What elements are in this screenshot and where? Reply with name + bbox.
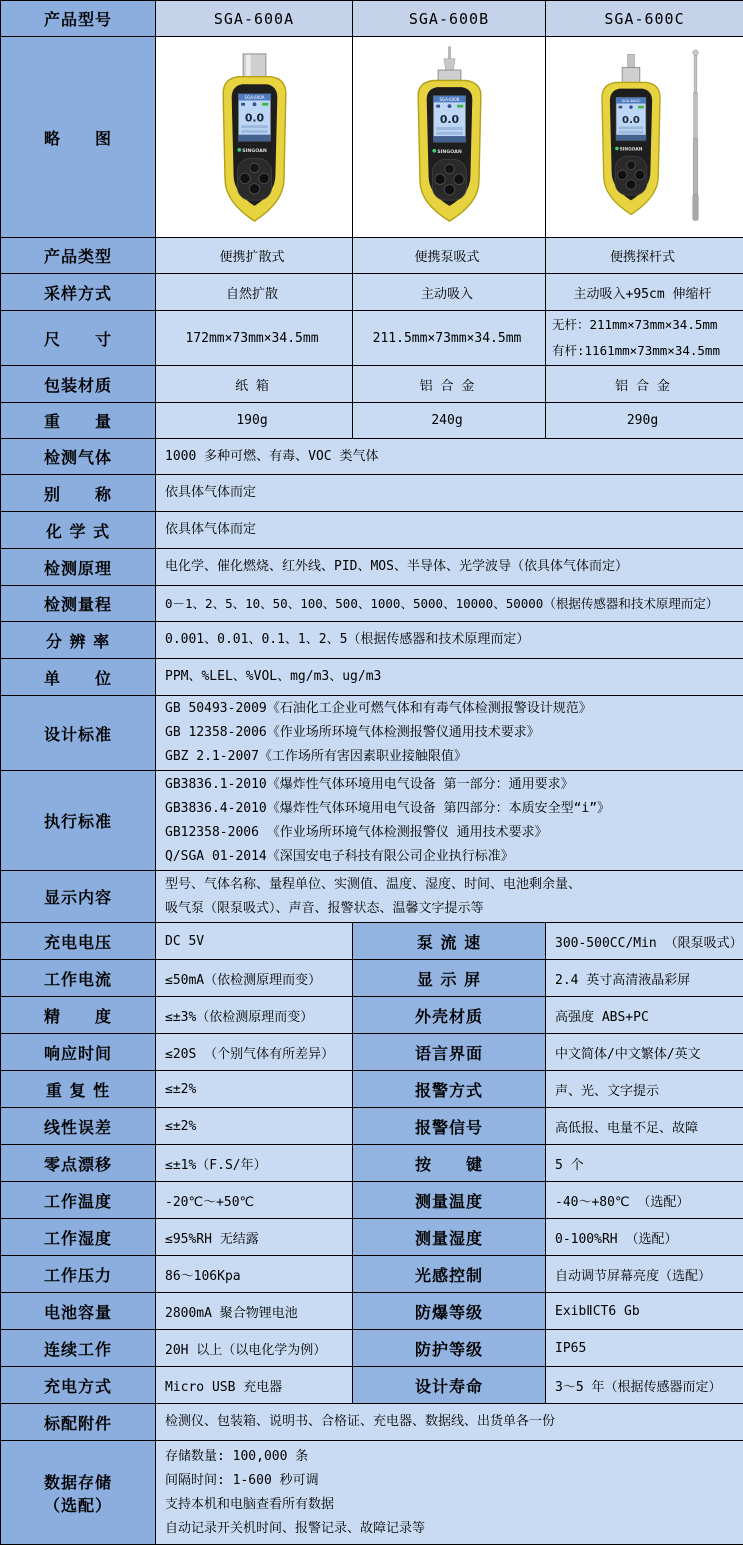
row-label: 测量温度 bbox=[353, 1182, 546, 1219]
row-label: 光感控制 bbox=[353, 1256, 546, 1293]
row-label: 检测量程 bbox=[1, 586, 156, 622]
table-row-product-type bbox=[1, 238, 743, 274]
table-row-range bbox=[1, 586, 743, 622]
row-label: 泵 流 速 bbox=[353, 923, 546, 960]
value-line: 0－1、2、5、10、50、100、500、1000、5000、10000、50000（根据传感器和技术原理而定） bbox=[165, 592, 737, 616]
table-row-spec-pair bbox=[1, 1256, 743, 1293]
cell-value: 声、光、文字提示 bbox=[546, 1071, 743, 1108]
value-line: 0.001、0.01、0.1、1、2、5（根据传感器和技术原理而定） bbox=[165, 628, 737, 652]
telescopic-rod-icon bbox=[689, 48, 702, 226]
row-label: 单 位 bbox=[1, 659, 156, 696]
row-label bbox=[1, 1441, 156, 1545]
row-label: 测量湿度 bbox=[353, 1219, 546, 1256]
cell-value: 300-500CC/Min （限泵吸式） bbox=[546, 923, 743, 960]
pump-probe-icon bbox=[438, 46, 461, 80]
sketch-cell-c bbox=[546, 37, 743, 238]
model-name-c: SGA-600C bbox=[546, 1, 743, 37]
table-row-weight bbox=[1, 403, 743, 439]
cell-value: 便携泵吸式 bbox=[353, 238, 546, 274]
cell-value: 主动吸入 bbox=[353, 274, 546, 311]
table-row-spec-pair bbox=[1, 997, 743, 1034]
value-line: 1000 多种可燃、有毒、VOC 类气体 bbox=[165, 445, 737, 469]
device-image-sga600b bbox=[402, 46, 497, 229]
value-line: GB 12358-2006《作业场所环境气体检测报警仪通用技术要求》 bbox=[165, 721, 737, 745]
table-row-spec-pair bbox=[1, 1071, 743, 1108]
cell-value bbox=[546, 311, 743, 366]
table-row-design-standard bbox=[1, 696, 743, 771]
cell-value: 铝 合 金 bbox=[546, 366, 743, 403]
screen-reading: 0.0 bbox=[244, 111, 264, 124]
cell-value: 纸 箱 bbox=[156, 366, 353, 403]
table-row-spec-pair bbox=[1, 923, 743, 960]
table-row-spec-pair bbox=[1, 1182, 743, 1219]
table-row-spec-pair bbox=[1, 1145, 743, 1182]
row-label: 显 示 屏 bbox=[353, 960, 546, 997]
value-line: GB 50493-2009《石油化工企业可燃气体和有毒气体检测报警设计规范》 bbox=[165, 697, 737, 721]
brand-text: SINGOAN bbox=[437, 149, 462, 155]
cell-value: 290g bbox=[546, 403, 743, 439]
cell-value: ≤±1%（F.S/年） bbox=[156, 1145, 353, 1182]
table-row-accessories bbox=[1, 1404, 743, 1441]
table-row-spec-pair bbox=[1, 1367, 743, 1404]
cell-value: ≤±3%（依检测原理而变） bbox=[156, 997, 353, 1034]
screen-reading: 0.0 bbox=[439, 113, 459, 126]
row-label: 线性误差 bbox=[1, 1108, 156, 1145]
row-label: 零点漂移 bbox=[1, 1145, 156, 1182]
row-label: 采样方式 bbox=[1, 274, 156, 311]
row-label: 工作压力 bbox=[1, 1256, 156, 1293]
cell-value bbox=[156, 871, 743, 923]
row-label: 充电方式 bbox=[1, 1367, 156, 1404]
brand-text: SINGOAN bbox=[620, 147, 643, 153]
value-line: GB12358-2006 《作业场所环境气体检测报警仪 通用技术要求》 bbox=[165, 821, 737, 845]
cell-value bbox=[156, 549, 743, 586]
speaker-icon bbox=[436, 104, 440, 107]
row-label: 防爆等级 bbox=[353, 1293, 546, 1330]
row-label: 显示内容 bbox=[1, 871, 156, 923]
value-line: 吸气泵（限泵吸式）、声音、报警状态、温馨文字提示等 bbox=[165, 897, 737, 921]
value-line: 无杆：211mm×73mm×34.5mm bbox=[552, 312, 737, 338]
cell-value: DC 5V bbox=[156, 923, 353, 960]
svg-text:SGA-600C: SGA-600C bbox=[622, 99, 641, 103]
cell-value: ≤±2% bbox=[156, 1071, 353, 1108]
cell-value: -40～+80℃ （选配） bbox=[546, 1182, 743, 1219]
cell-value: 3～5 年（根据传感器而定） bbox=[546, 1367, 743, 1404]
cell-value: 便携探杆式 bbox=[546, 238, 743, 274]
cell-value: 20H 以上（以电化学为例） bbox=[156, 1330, 353, 1367]
table-row-gas bbox=[1, 439, 743, 475]
value-line: 自动记录开关机时间、报警记录、故障记录等 bbox=[165, 1517, 737, 1541]
button-cluster bbox=[237, 158, 271, 200]
cell-value: 高低报、电量不足、故障 bbox=[546, 1108, 743, 1145]
row-label: 按 键 bbox=[353, 1145, 546, 1182]
table-row-spec-pair bbox=[1, 1034, 743, 1071]
cell-value: ≤50mA（依检测原理而变） bbox=[156, 960, 353, 997]
value-line: 检测仪、包装箱、说明书、合格证、充电器、数据线、出货单各一份 bbox=[165, 1410, 737, 1434]
row-label: 设计标准 bbox=[1, 696, 156, 771]
cell-value: 211.5mm×73mm×34.5mm bbox=[353, 311, 546, 366]
cell-value: -20℃～+50℃ bbox=[156, 1182, 353, 1219]
cell-value bbox=[156, 475, 743, 512]
table-row-spec-pair bbox=[1, 1219, 743, 1256]
row-label: 电池容量 bbox=[1, 1293, 156, 1330]
cell-value: ExibⅡCT6 Gb bbox=[546, 1293, 743, 1330]
cell-value: 86～106Kpa bbox=[156, 1256, 353, 1293]
cell-value: IP65 bbox=[546, 1330, 743, 1367]
sensor-cap-icon bbox=[243, 53, 266, 76]
cell-value bbox=[156, 696, 743, 771]
button-cluster bbox=[432, 159, 466, 200]
table-row-sampling bbox=[1, 274, 743, 311]
value-line: GB3836.1-2010《爆炸性气体环境用电气设备 第一部分：通用要求》 bbox=[165, 773, 737, 797]
cell-value: ≤20S （个别气体有所差异） bbox=[156, 1034, 353, 1071]
value-line: GB3836.4-2010《爆炸性气体环境用电气设备 第四部分：本质安全型“i”》 bbox=[165, 797, 737, 821]
row-label: 标配附件 bbox=[1, 1404, 156, 1441]
table-row-principle bbox=[1, 549, 743, 586]
row-label: 工作电流 bbox=[1, 960, 156, 997]
table-row-alias bbox=[1, 475, 743, 512]
svg-text:SGA-600B: SGA-600B bbox=[439, 96, 459, 101]
value-line: 存储数量: 100,000 条 bbox=[165, 1445, 737, 1469]
cell-value: 2800mA 聚合物锂电池 bbox=[156, 1293, 353, 1330]
cell-value: ≤±2% bbox=[156, 1108, 353, 1145]
cell-value: 2.4 英寸高清液晶彩屏 bbox=[546, 960, 743, 997]
table-row-header bbox=[1, 1, 743, 37]
table-row-spec-pair bbox=[1, 1330, 743, 1367]
cell-value: 0-100%RH （选配） bbox=[546, 1219, 743, 1256]
speaker-icon bbox=[241, 102, 245, 105]
speaker-icon bbox=[619, 106, 623, 109]
row-label: 外壳材质 bbox=[353, 997, 546, 1034]
sketch-cell-b bbox=[353, 37, 546, 238]
table-row-formula bbox=[1, 512, 743, 549]
row-label: 包装材质 bbox=[1, 366, 156, 403]
table-row-sketch bbox=[1, 37, 743, 238]
sketch-cell-a bbox=[156, 37, 353, 238]
cell-value bbox=[156, 659, 743, 696]
device-screen bbox=[238, 93, 270, 141]
row-label: 重 量 bbox=[1, 403, 156, 439]
value-line: PPM、%LEL、%VOL、mg/m3、ug/m3 bbox=[165, 665, 737, 689]
screen-reading: 0.0 bbox=[622, 115, 640, 126]
cell-value: ≤95%RH 无结露 bbox=[156, 1219, 353, 1256]
row-label: 检测气体 bbox=[1, 439, 156, 475]
svg-text:SGA-600A: SGA-600A bbox=[244, 95, 264, 100]
row-label: 别 称 bbox=[1, 475, 156, 512]
cell-value: Micro USB 充电器 bbox=[156, 1367, 353, 1404]
model-name-a: SGA-600A bbox=[156, 1, 353, 37]
table-row-spec-pair bbox=[1, 1108, 743, 1145]
cell-value bbox=[156, 586, 743, 622]
cell-value bbox=[156, 512, 743, 549]
cell-value: 铝 合 金 bbox=[353, 366, 546, 403]
sketch-label: 略 图 bbox=[1, 37, 156, 238]
value-line: GBZ 2.1-2007《工作场所有害因素职业接触限值》 bbox=[165, 745, 737, 769]
value-line: 间隔时间: 1-600 秒可调 bbox=[165, 1469, 737, 1493]
row-label: 检测原理 bbox=[1, 549, 156, 586]
cell-value bbox=[156, 1441, 743, 1545]
row-label: 尺 寸 bbox=[1, 311, 156, 366]
value-line: 电化学、催化燃烧、红外线、PID、MOS、半导体、光学波导（依具体气体而定） bbox=[165, 555, 737, 579]
row-label: 设计寿命 bbox=[353, 1367, 546, 1404]
table-row-unit bbox=[1, 659, 743, 696]
battery-icon bbox=[638, 106, 644, 109]
table-row-packaging bbox=[1, 366, 743, 403]
table-row-spec-pair bbox=[1, 960, 743, 997]
value-line: 有杆:1161mm×73mm×34.5mm bbox=[552, 338, 737, 364]
value-line: 依具体气体而定 bbox=[165, 518, 737, 542]
cell-value: 190g bbox=[156, 403, 353, 439]
row-label: 工作湿度 bbox=[1, 1219, 156, 1256]
table-row-spec-pair bbox=[1, 1293, 743, 1330]
value-line: 依具体气体而定 bbox=[165, 481, 737, 505]
cell-value: 高强度 ABS+PC bbox=[546, 997, 743, 1034]
value-line: 型号、气体名称、量程单位、实测值、温度、湿度、时间、电池剩余量、 bbox=[165, 873, 737, 897]
table-row-exec-standard bbox=[1, 771, 743, 871]
row-label: 报警方式 bbox=[353, 1071, 546, 1108]
device-image-sga600a bbox=[207, 46, 302, 229]
cell-value bbox=[156, 622, 743, 659]
device-image-sga600c bbox=[587, 52, 675, 222]
fan-icon bbox=[447, 104, 451, 108]
row-label: 连续工作 bbox=[1, 1330, 156, 1367]
row-label: 充电电压 bbox=[1, 923, 156, 960]
cell-value: 172mm×73mm×34.5mm bbox=[156, 311, 353, 366]
power-led bbox=[432, 148, 436, 152]
table-row-resolution bbox=[1, 622, 743, 659]
label-line: 数据存储 bbox=[3, 1470, 153, 1493]
value-line: 支持本机和电脑查看所有数据 bbox=[165, 1493, 737, 1517]
cell-value: 中文简体/中文繁体/英文 bbox=[546, 1034, 743, 1071]
row-label: 工作温度 bbox=[1, 1182, 156, 1219]
fan-icon bbox=[629, 105, 633, 109]
device-screen bbox=[616, 97, 646, 140]
table-row-dimensions bbox=[1, 311, 743, 366]
cell-value: 主动吸入+95cm 伸缩杆 bbox=[546, 274, 743, 311]
brand-text: SINGOAN bbox=[242, 148, 267, 154]
power-led bbox=[615, 147, 619, 151]
cell-value: 自然扩散 bbox=[156, 274, 353, 311]
fan-icon bbox=[252, 102, 256, 106]
value-line: Q/SGA 01-2014《深国安电子科技有限公司企业执行标准》 bbox=[165, 845, 737, 869]
cell-value bbox=[156, 439, 743, 475]
cell-value bbox=[156, 1404, 743, 1441]
battery-icon bbox=[262, 102, 268, 105]
device-screen bbox=[433, 95, 465, 142]
row-label: 重 复 性 bbox=[1, 1071, 156, 1108]
row-label: 语言界面 bbox=[353, 1034, 546, 1071]
button-cluster bbox=[615, 156, 647, 195]
header-label: 产品型号 bbox=[1, 1, 156, 37]
cell-value: 240g bbox=[353, 403, 546, 439]
power-led bbox=[237, 147, 241, 151]
row-label: 执行标准 bbox=[1, 771, 156, 871]
battery-icon bbox=[457, 104, 463, 107]
table-row-display-content bbox=[1, 871, 743, 923]
row-label: 防护等级 bbox=[353, 1330, 546, 1367]
table-row-data-storage bbox=[1, 1441, 743, 1545]
label-line: （选配） bbox=[3, 1493, 153, 1516]
row-label: 产品类型 bbox=[1, 238, 156, 274]
cell-value: 5 个 bbox=[546, 1145, 743, 1182]
cell-value: 便携扩散式 bbox=[156, 238, 353, 274]
row-label: 精 度 bbox=[1, 997, 156, 1034]
row-label: 响应时间 bbox=[1, 1034, 156, 1071]
cell-value: 自动调节屏幕亮度（选配） bbox=[546, 1256, 743, 1293]
row-label: 报警信号 bbox=[353, 1108, 546, 1145]
model-name-b: SGA-600B bbox=[353, 1, 546, 37]
probe-cap-icon bbox=[622, 54, 640, 82]
row-label: 分 辨 率 bbox=[1, 622, 156, 659]
cell-value bbox=[156, 771, 743, 871]
row-label: 化 学 式 bbox=[1, 512, 156, 549]
